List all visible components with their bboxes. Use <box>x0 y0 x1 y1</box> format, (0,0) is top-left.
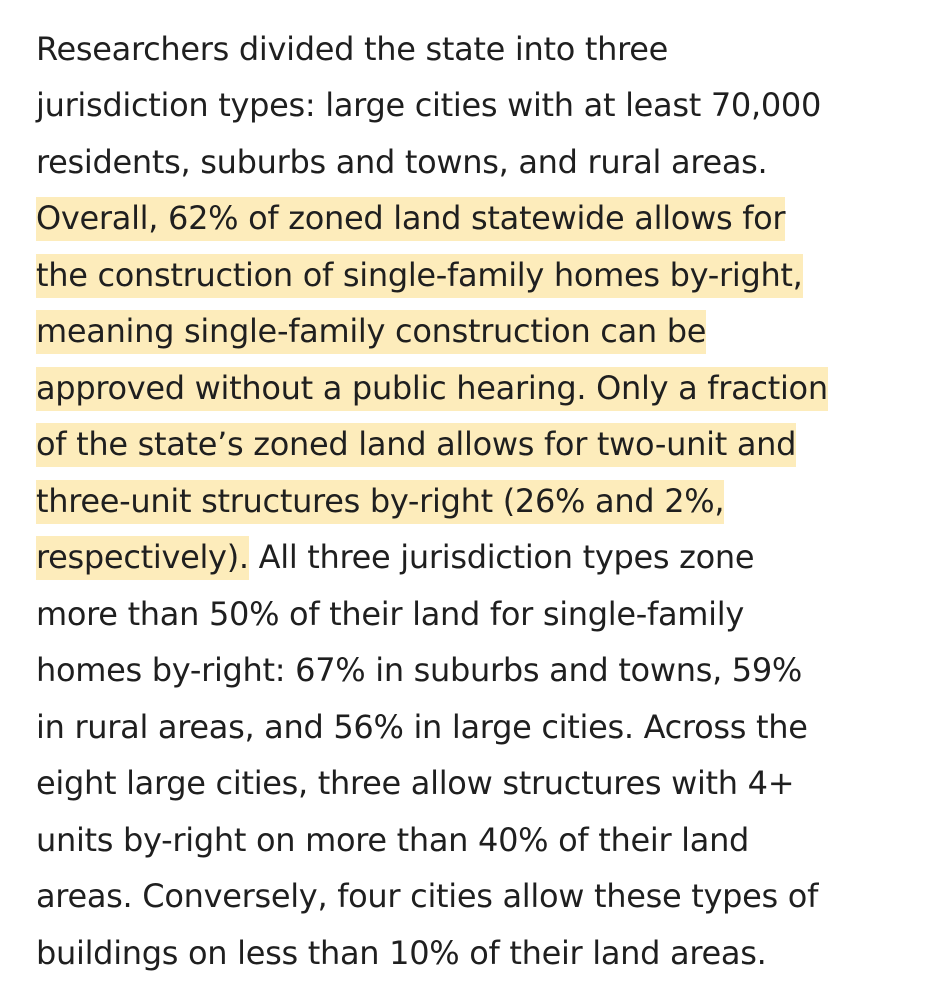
paragraph-line-9: areas. Conversely, four cities allow these types of <box>36 877 819 915</box>
highlighted-line-4 <box>36 360 828 416</box>
paragraph-line-7: eight large cities, three allow structures with 4+ <box>36 764 795 802</box>
highlighted-text: three-unit structures by-right (26% and 2%, <box>36 480 724 524</box>
highlighted-text: respectively). <box>36 536 249 580</box>
highlighted-text: of the state’s zoned land allows for two-unit and <box>36 423 796 467</box>
paragraph-line-8: units by-right on more than 40% of their land <box>36 821 750 859</box>
highlighted-line-6 <box>36 473 724 529</box>
highlighted-line-2 <box>36 247 803 303</box>
highlighted-line-5 <box>36 416 796 472</box>
highlighted-text: approved without a public hearing. Only a fraction <box>36 367 828 411</box>
highlighted-text: Overall, 62% of zoned land statewide allows for <box>36 197 785 241</box>
paragraph-line-2: jurisdiction types: large cities with at least 70,000 <box>36 86 822 124</box>
highlighted-line-1 <box>36 190 785 246</box>
highlighted-line-7: respectively). All three jurisdiction types zone <box>36 529 754 585</box>
highlighted-line-3 <box>36 303 706 359</box>
paragraph-line-3: residents, suburbs and towns, and rural areas. <box>36 143 768 181</box>
paragraph-line-5: homes by-right: 67% in suburbs and towns, 59% <box>36 651 803 689</box>
paragraph-line-4: more than 50% of their land for single-family <box>36 595 744 633</box>
paragraph-line-10: buildings on less than 10% of their land areas. <box>36 934 767 972</box>
highlighted-text: the construction of single-family homes by-right, <box>36 254 803 298</box>
paragraph-line-1: Researchers divided the state into three <box>36 30 669 68</box>
paragraph-line-6: in rural areas, and 56% in large cities. Across the <box>36 708 808 746</box>
highlighted-text: meaning single-family construction can be <box>36 310 706 354</box>
